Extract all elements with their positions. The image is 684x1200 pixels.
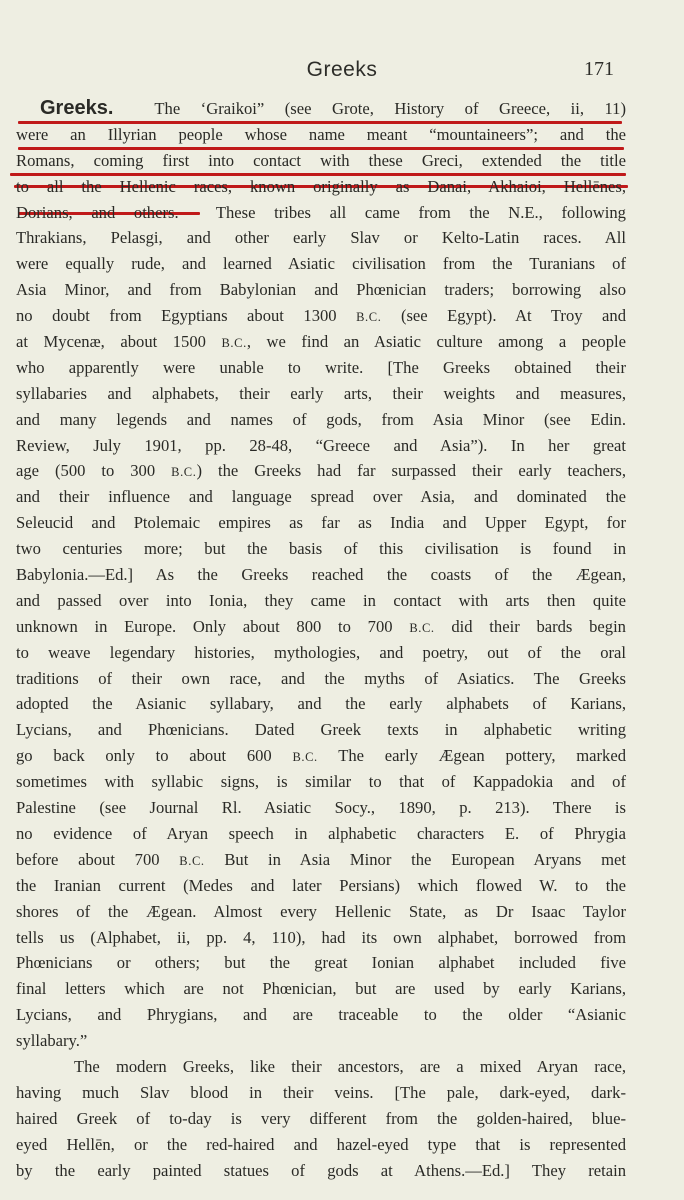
- text-line: final letters which are not Phœnician, but are used by early Karians,: [16, 979, 626, 999]
- text-line: Palestine (see Journal Rl. Asiatic Socy., 1890, p. 213). There is: [16, 798, 626, 818]
- text-line: Asia Minor, and from Babylonian and Phœnician traders; borrowing also: [16, 280, 626, 300]
- text-line: by the early painted statues of gods at Athens.—Ed.] They retain: [16, 1160, 626, 1180]
- text-line: sometimes with syllabic signs, is similar to that of Kappadokia and of: [16, 772, 626, 792]
- text-line: two centuries more; but the basis of this civilisation is found in: [16, 539, 626, 559]
- running-title: Greeks: [306, 58, 378, 81]
- text-line: were an Illyrian people whose name meant “mountaineers”; and the: [16, 124, 626, 144]
- text-line: and their influence and language spread over Asia, and dominated the: [16, 487, 626, 507]
- text-line: and many legends and names of gods, from Asia Minor (see Edin.: [16, 409, 626, 429]
- page-header: [0, 54, 684, 90]
- entry-text: [16, 96, 626, 1183]
- underlined-phrase: Dorians, and others.: [16, 202, 179, 222]
- text-line: syllabaries and alphabets, their early arts, their weights and measures,: [16, 383, 626, 403]
- text-line: Romans, coming first into contact with these Greci, extended the title: [16, 150, 626, 170]
- text-line: tells us (Alphabet, ii, pp. 4, 110), had its own alphabet, borrowed from: [16, 927, 626, 947]
- text-line: no evidence of Aryan speech in alphabetic characters E. of Phrygia: [16, 823, 626, 843]
- text-line: The modern Greeks, like their ancestors, are a mixed Aryan race,: [74, 1056, 626, 1076]
- text-line: traditions of their own race, and the myths of Asiatics. The Greeks: [16, 668, 626, 688]
- text-line: having much Slav blood in their veins. [The pale, dark-eyed, dark-: [16, 1082, 626, 1102]
- entry-headword: Greeks.: [40, 97, 114, 119]
- text-line: at Mycenæ, about 1500 B.C., we find an Asiatic culture among a people: [16, 332, 626, 352]
- text-line: to all the Hellenic races, known originally as Danai, Akhaioi, Hellēnes,: [16, 176, 626, 196]
- text-line: syllabary.”: [16, 1031, 88, 1051]
- text-line: before about 700 B.C. But in Asia Minor the European Aryans met: [16, 849, 626, 869]
- text-line: go back only to about 600 B.C. The early Ægean pottery, marked: [16, 746, 626, 766]
- text-line: Thrakians, Pelasgi, and other early Slav or Kelto-Latin races. All: [16, 228, 626, 248]
- text-line: the Iranian current (Medes and later Persians) which flowed W. to the: [16, 875, 626, 895]
- text-line: to weave legendary histories, mythologies, and poetry, out of the oral: [16, 642, 626, 662]
- text-line: unknown in Europe. Only about 800 to 700 B.C. did their bards begin: [16, 616, 626, 636]
- text-line: shores of the Ægean. Almost every Hellenic State, as Dr Isaac Taylor: [16, 901, 626, 921]
- text-line: who apparently were unable to write. [The Greeks obtained their: [16, 357, 626, 377]
- text-line: no doubt from Egyptians about 1300 B.C. (see Egypt). At Troy and: [16, 306, 627, 326]
- text-line: eyed Hellēn, or the red-haired and hazel-eyed type that is represented: [16, 1134, 626, 1154]
- text-line: haired Greek of to-day is very different from the golden-haired, blue-: [16, 1108, 626, 1128]
- text-line: were equally rude, and learned Asiatic civilisation from the Turanians of: [16, 254, 626, 274]
- text-line: adopted the Asianic syllabary, and the early alphabets of Karians,: [16, 694, 626, 714]
- text-line: Babylonia.—Ed.] As the Greeks reached the coasts of the Ægean,: [16, 565, 626, 585]
- text-line: Lycians, and Phrygians, and are traceable to the older “Asianic: [16, 1005, 626, 1025]
- text-line: and passed over into Ionia, they came in contact with arts then quite: [16, 590, 626, 610]
- text-line: Greeks. The ‘Graikoi” (see Grote, History of Greece, ii, 11): [16, 96, 626, 122]
- text-line: Lycians, and Phœnicians. Dated Greek texts in alphabetic writing: [16, 720, 626, 740]
- page-number: 171: [584, 58, 614, 80]
- text-line: age (500 to 300 B.C.) the Greeks had far surpassed their early teachers,: [16, 461, 626, 481]
- text-line: Seleucid and Ptolemaic empires as far as India and Upper Egypt, for: [16, 513, 626, 533]
- text-line: Dorians, and others. These tribes all came from the N.E., following: [16, 202, 626, 222]
- text-line: Phœnicians or others; but the great Ionian alphabet included five: [16, 953, 626, 973]
- text-line: Review, July 1901, pp. 28-48, “Greece and Asia”). In her great: [16, 435, 626, 455]
